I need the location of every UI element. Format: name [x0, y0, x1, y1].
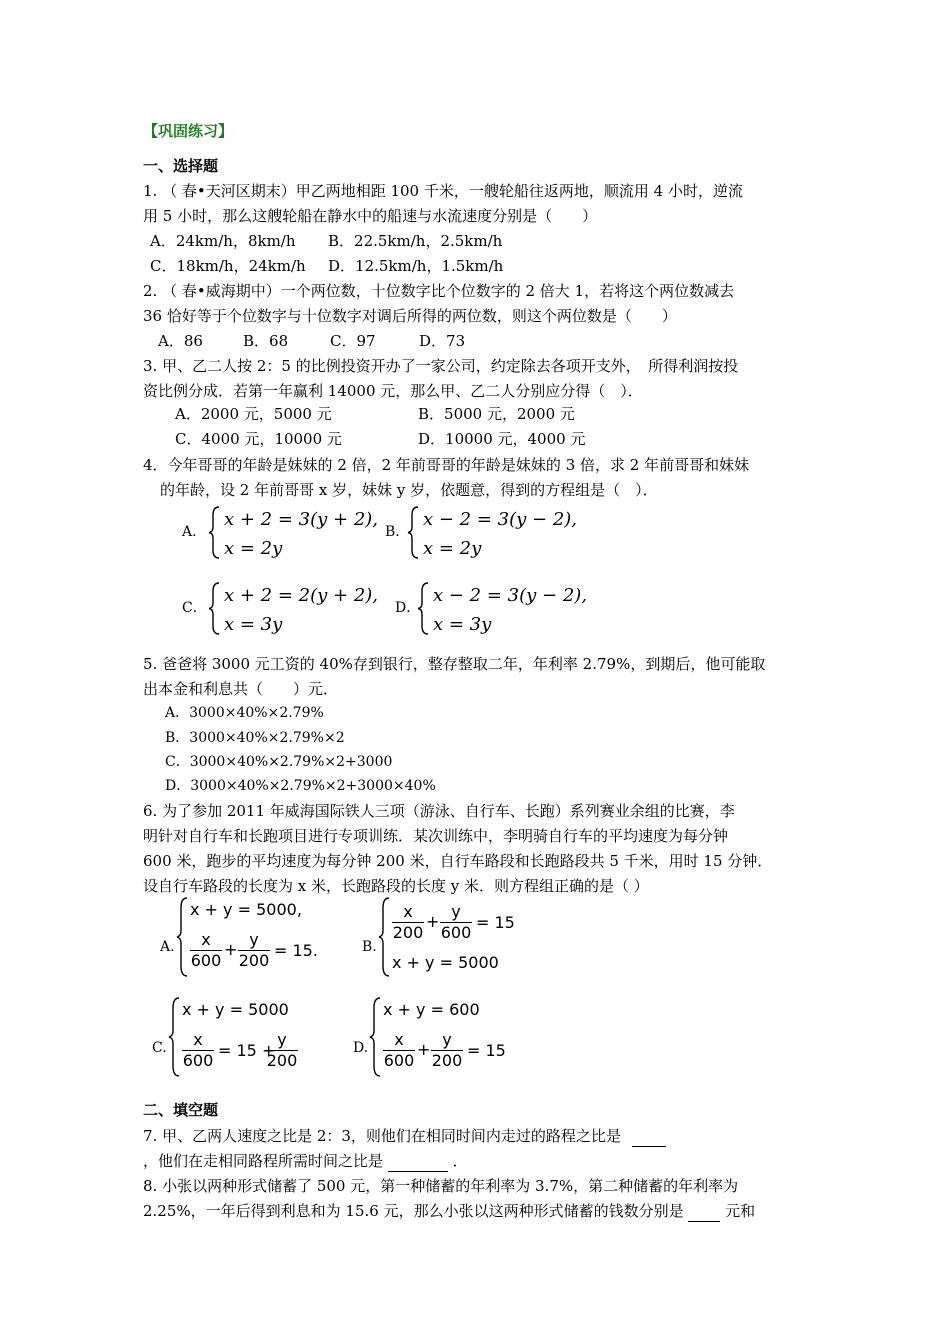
q1-line1: 1. （ 春•天河区期末）甲乙两地相距 100 千米，一艘轮船往返两地，顺流用 4 小时，逆流 — [143, 182, 743, 200]
q4-option-d-system — [417, 581, 588, 640]
q6-c-frac1-den: 600 — [182, 1051, 214, 1070]
brace-icon — [208, 581, 220, 636]
q4-option-a-system — [208, 505, 379, 564]
q6-b-rhs: = 15 — [476, 913, 515, 932]
q2-option-a: A．86 — [158, 332, 203, 350]
q6-option-a-label: A. — [160, 939, 175, 955]
q4-c-eq1: x + 2 = 2(y + 2), — [224, 585, 379, 606]
q5-option-b: B．3000×40%×2.79%×2 — [165, 730, 345, 746]
brace-icon — [378, 896, 390, 978]
q6-option-a-system — [176, 896, 318, 982]
q6-b-eq2: x + y = 5000 — [392, 953, 499, 972]
q6-b-frac2-den: 600 — [440, 923, 472, 942]
q6-option-c-system — [168, 996, 298, 1082]
part1-title: 一、选择题 — [143, 157, 219, 175]
q7-blank-2[interactable] — [388, 1151, 448, 1172]
q8-line2b: 元和 — [725, 1202, 756, 1220]
q6-a-rhs: = 15. — [274, 941, 318, 960]
q2-line1: 2. （ 春•威海期中）一个两位数，十位数字比个位数字的 2 倍大 1，若将这个两位数减去 — [143, 282, 735, 300]
q6-d-frac1-num: x — [383, 1030, 415, 1051]
q2-option-c: C．97 — [330, 332, 376, 350]
q6-c-frac2-num: y — [266, 1030, 298, 1051]
q6-option-b-system — [378, 896, 515, 982]
q1-line2: 用 5 小时，那么这艘轮船在静水中的船速与水流速度分别是（ ） — [143, 207, 598, 225]
q4-option-a-label: A． — [182, 524, 207, 540]
q6-line2: 明针对自行车和长跑项目进行专项训练．某次训练中，李明骑自行车的平均速度为每分钟 — [143, 827, 729, 845]
brace-icon — [407, 505, 419, 560]
q7-line1-wrap — [143, 1126, 666, 1147]
q6-a-frac1 — [190, 930, 222, 971]
q5-line1: 5. 爸爸将 3000 元工资的 40%存到银行，整存整取二年，年利率 2.79%，到期后，他可能取 — [143, 655, 766, 673]
q6-c-frac1 — [182, 1030, 214, 1071]
q6-option-d-system — [369, 996, 506, 1082]
q7-line2b: ． — [452, 1152, 468, 1170]
q3-option-d: D．10000 元，4000 元 — [418, 430, 586, 448]
q4-option-b-label: B． — [385, 524, 410, 540]
q6-line3: 600 米，跑步的平均速度为每分钟 200 米，自行车路段和长跑路段共 5 千米，用时 15 分钟． — [143, 852, 773, 870]
q6-c-mid: = 15 + — [218, 1041, 276, 1060]
q4-line1: 4．今年哥哥的年龄是妹妹的 2 倍，2 年前哥哥的年龄是妹妹的 3 倍，求 2 年前哥哥和妹妹 — [143, 456, 750, 474]
q8-line2-wrap — [143, 1201, 755, 1222]
q2-option-b: B．68 — [243, 332, 289, 350]
q4-option-c-system — [208, 581, 379, 640]
q6-b-frac2-num: y — [440, 902, 472, 923]
q4-c-eq2: x = 3y — [224, 614, 283, 635]
q4-d-eq1: x − 2 = 3(y − 2), — [433, 585, 588, 606]
q5-option-c: C．3000×40%×2.79%×2+3000 — [165, 754, 393, 770]
q6-a-eq1: x + y = 5000, — [190, 900, 302, 919]
q6-a-frac2 — [238, 930, 270, 971]
q6-b-frac1-den: 200 — [392, 923, 424, 942]
q1-option-c: C．18km/h，24km/h — [150, 257, 306, 275]
q6-a-plus: + — [224, 940, 238, 959]
q3-option-a: A．2000 元，5000 元 — [175, 405, 332, 423]
q2-option-d: D．73 — [419, 332, 466, 350]
q3-line1: 3. 甲、乙二人按 2：5 的比例投资开办了一家公司，约定除去各项开支外， 所得利润按投 — [143, 357, 739, 375]
q6-c-eq1: x + y = 5000 — [182, 1000, 289, 1019]
q6-b-frac1-num: x — [392, 902, 424, 923]
q6-c-frac2 — [266, 1030, 298, 1071]
q6-option-d-label: D. — [353, 1040, 369, 1056]
q4-b-eq1: x − 2 = 3(y − 2), — [423, 509, 578, 530]
q4-d-eq2: x = 3y — [433, 614, 492, 635]
q6-a-frac2-den: 200 — [238, 951, 270, 970]
q8-blank-1[interactable] — [688, 1201, 720, 1222]
q4-b-eq2: x = 2y — [423, 538, 482, 559]
q3-option-b: B．5000 元，2000 元 — [418, 405, 575, 423]
q5-option-d: D．3000×40%×2.79%×2+3000×40% — [165, 778, 436, 794]
q1-option-d: D．12.5km/h，1.5km/h — [328, 257, 504, 275]
brace-icon — [417, 581, 429, 636]
q6-d-rhs: = 15 — [467, 1041, 506, 1060]
q4-option-b-system — [407, 505, 578, 564]
q4-option-c-label: C． — [182, 600, 207, 616]
q6-a-frac1-num: x — [190, 930, 222, 951]
q7-line1: 7. 甲、乙两人速度之比是 2：3，则他们在相同时间内走过的路程之比是 — [143, 1127, 621, 1145]
q6-b-plus: + — [426, 912, 440, 931]
q6-c-frac1-num: x — [182, 1030, 214, 1051]
q3-line2: 资比例分成．若第一年赢利 14000 元，那么甲、乙二人分别应分得（ ）． — [143, 382, 643, 400]
q4-a-eq2: x = 2y — [224, 538, 283, 559]
q6-line4: 设自行车路段的长度为 x 米，长跑路段的长度 y 米．则方程组正确的是（ ） — [143, 877, 649, 895]
q1-option-b: B．22.5km/h，2.5km/h — [328, 232, 503, 250]
q6-d-plus: + — [417, 1040, 431, 1059]
q6-a-frac1-den: 600 — [190, 951, 222, 970]
q6-option-b-label: B. — [362, 939, 377, 955]
brace-icon — [369, 996, 381, 1078]
q8-line1: 8. 小张以两种形式储蓄了 500 元，第一种储蓄的年利率为 3.7%，第二种储蓄的年利率为 — [143, 1177, 739, 1195]
q4-a-eq1: x + 2 = 3(y + 2), — [224, 509, 379, 530]
brace-icon — [176, 896, 188, 978]
q6-option-c-label: C. — [152, 1040, 167, 1056]
q3-option-c: C．4000 元，10000 元 — [175, 430, 342, 448]
section-title: 【巩固练习】 — [143, 122, 234, 140]
q1-option-a: A．24km/h，8km/h — [150, 232, 296, 250]
q6-d-frac2-den: 200 — [431, 1051, 463, 1070]
q7-line2a: ，他们在走相同路程所需时间之比是 — [143, 1152, 384, 1170]
q6-d-frac2-num: y — [431, 1030, 463, 1051]
q6-d-frac1 — [383, 1030, 415, 1071]
q2-line2: 36 恰好等于个位数字与十位数字对调后所得的两位数，则这个两位数是（ ） — [143, 307, 677, 325]
q6-d-frac1-den: 600 — [383, 1051, 415, 1070]
q7-line2-wrap — [143, 1151, 468, 1172]
q4-line2: 的年龄，设 2 年前哥哥 x 岁，妹妹 y 岁，依题意，得到的方程组是（ ）． — [160, 481, 658, 499]
part2-title: 二、填空题 — [143, 1101, 219, 1119]
q6-b-frac2 — [440, 902, 472, 943]
q7-blank-1[interactable] — [632, 1126, 666, 1147]
brace-icon — [168, 996, 180, 1078]
q5-line2: 出本金和利息共（ ）元． — [143, 680, 339, 698]
q5-option-a: A．3000×40%×2.79% — [165, 705, 324, 721]
brace-icon — [208, 505, 220, 560]
q6-d-frac2 — [431, 1030, 463, 1071]
q6-a-frac2-num: y — [238, 930, 270, 951]
q8-line2a: 2.25%，一年后得到利息和为 15.6 元，那么小张以这两种形式储蓄的钱数分别是 — [143, 1202, 684, 1220]
q6-d-eq1: x + y = 600 — [383, 1000, 480, 1019]
q6-b-frac1 — [392, 902, 424, 943]
q6-line1: 6. 为了参加 2011 年威海国际铁人三项（游泳、自行车、长跑）系列赛业余组的比赛，李 — [143, 802, 735, 820]
q4-option-d-label: D． — [395, 600, 421, 616]
q6-c-frac2-den: 200 — [266, 1051, 298, 1070]
